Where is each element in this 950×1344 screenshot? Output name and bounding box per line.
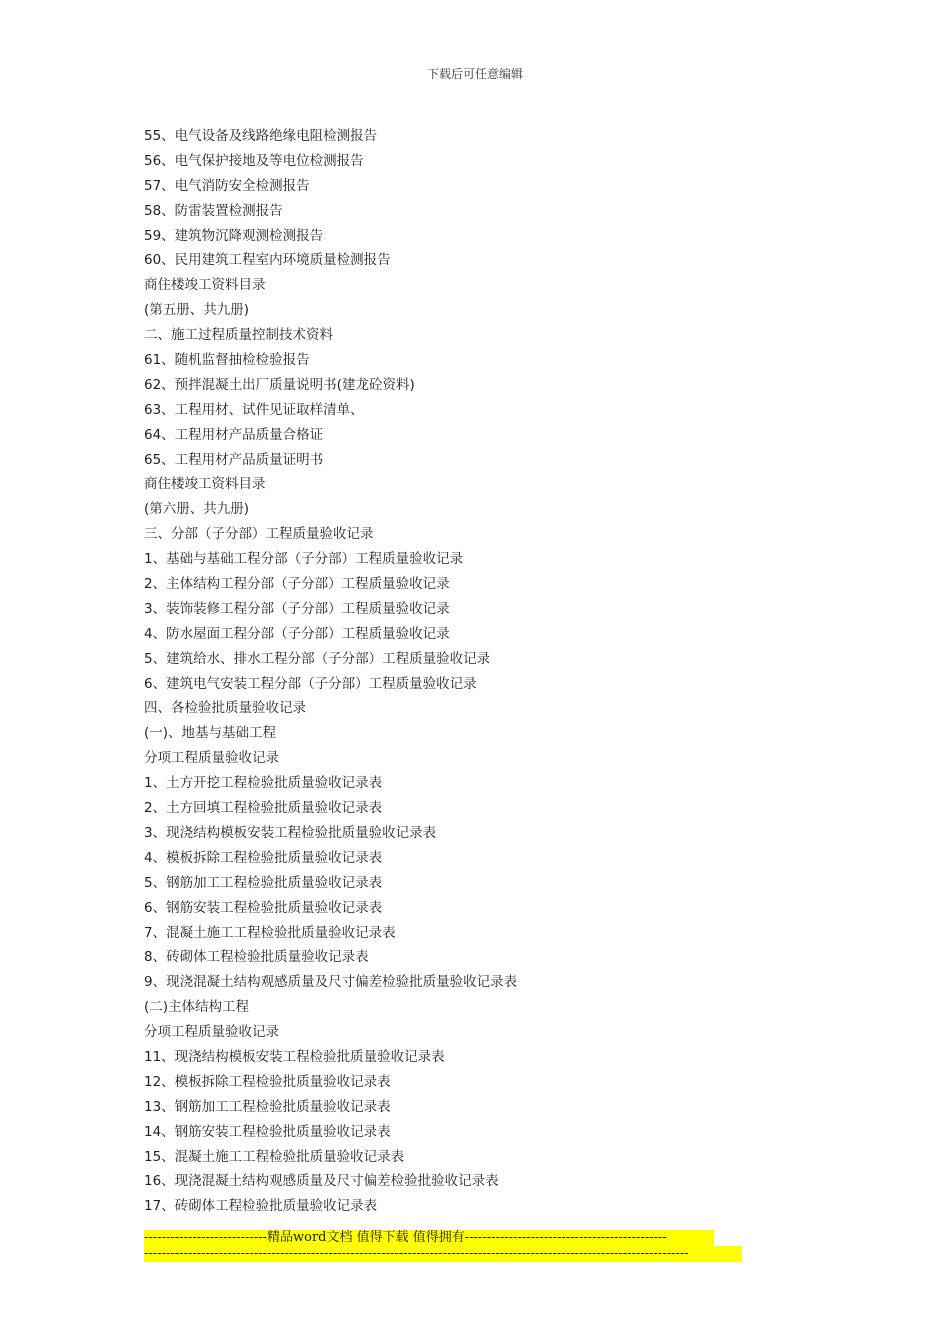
document-line: (第六册、共九册) <box>144 501 250 518</box>
document-line: 分项工程质量验收记录 <box>144 750 279 767</box>
document-line: 6、钢筋安装工程检验批质量验收记录表 <box>144 899 383 916</box>
document-line: 13、钢筋加工工程检验批质量验收记录表 <box>144 1098 391 1115</box>
document-line: 1、基础与基础工程分部（子分部）工程质量验收记录 <box>144 551 464 568</box>
document-line: 三、分部（子分部）工程质量验收记录 <box>144 526 374 543</box>
footer-banner-line: ----------------------------精品word文档 值得下载 值得拥有---------------------------------------------- <box>144 1230 714 1246</box>
document-line: 5、建筑给水、排水工程分部（子分部）工程质量验收记录 <box>144 650 491 667</box>
document-line: 65、工程用材产品质量证明书 <box>144 451 324 468</box>
document-line: 4、防水屋面工程分部（子分部）工程质量验收记录 <box>144 625 450 642</box>
document-line: 63、工程用材、试件见证取样清单、 <box>144 401 364 418</box>
document-line: (一)、地基与基础工程 <box>144 725 277 742</box>
document-line: 1、土方开挖工程检验批质量验收记录表 <box>144 775 383 792</box>
document-line: 57、电气消防安全检测报告 <box>144 177 310 194</box>
document-line: 5、钢筋加工工程检验批质量验收记录表 <box>144 874 383 891</box>
document-line: 二、施工过程质量控制技术资料 <box>144 327 333 344</box>
document-line: 2、主体结构工程分部（子分部）工程质量验收记录 <box>144 576 450 593</box>
document-line: 9、现浇混凝土结构观感质量及尺寸偏差检验批质量验收记录表 <box>144 974 518 991</box>
document-line: 59、建筑物沉降观测检测报告 <box>144 227 324 244</box>
document-line: 商住楼竣工资料目录 <box>144 476 266 493</box>
document-line: 61、随机监督抽检检验报告 <box>144 352 310 369</box>
document-line: 15、混凝土施工工程检验批质量验收记录表 <box>144 1148 405 1165</box>
document-line: 四、各检验批质量验收记录 <box>144 700 306 717</box>
document-line: 7、混凝土施工工程检验批质量验收记录表 <box>144 924 396 941</box>
document-line: 8、砖砌体工程检验批质量验收记录表 <box>144 949 369 966</box>
document-line: 商住楼竣工资料目录 <box>144 277 266 294</box>
document-line: 3、装饰装修工程分部（子分部）工程质量验收记录 <box>144 600 450 617</box>
document-line: 11、现浇结构模板安装工程检验批质量验收记录表 <box>144 1048 445 1065</box>
page-header: 下载后可任意编辑 <box>426 67 523 81</box>
footer-banner <box>144 1230 742 1262</box>
document-line: 55、电气设备及线路绝缘电阻检测报告 <box>144 128 378 144</box>
document-body <box>144 124 764 1219</box>
document-line: 6、建筑电气安装工程分部（子分部）工程质量验收记录 <box>144 675 477 692</box>
document-line: (第五册、共九册) <box>144 302 250 319</box>
document-line: 62、预拌混凝土出厂质量说明书(建龙砼资料) <box>144 376 415 393</box>
document-line: 4、模板拆除工程检验批质量验收记录表 <box>144 849 383 866</box>
document-line: 分项工程质量验收记录 <box>144 1024 279 1041</box>
document-line: 56、电气保护接地及等电位检测报告 <box>144 152 364 169</box>
document-line: 12、模板拆除工程检验批质量验收记录表 <box>144 1073 391 1090</box>
footer-banner-divider: ---------------------------------------------------------------------------------------------------------------------------- <box>144 1246 742 1262</box>
document-line: (二)主体结构工程 <box>144 999 250 1016</box>
document-line: 17、砖砌体工程检验批质量验收记录表 <box>144 1198 378 1215</box>
document-line: 14、钢筋安装工程检验批质量验收记录表 <box>144 1123 391 1140</box>
document-line: 16、现浇混凝土结构观感质量及尺寸偏差检验批验收记录表 <box>144 1173 499 1190</box>
document-line: 60、民用建筑工程室内环境质量检测报告 <box>144 252 391 269</box>
document-line: 64、工程用材产品质量合格证 <box>144 426 324 443</box>
document-line: 58、防雷装置检测报告 <box>144 202 283 219</box>
document-line: 2、土方回填工程检验批质量验收记录表 <box>144 800 383 817</box>
document-line: 3、现浇结构模板安装工程检验批质量验收记录表 <box>144 824 437 841</box>
